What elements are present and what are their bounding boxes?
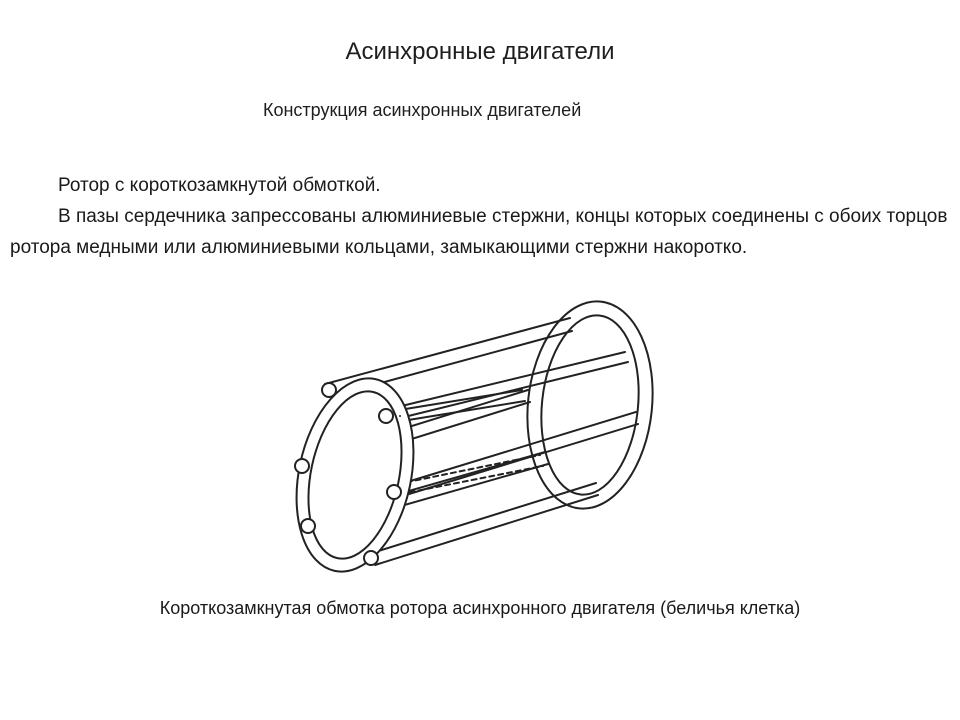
paragraph-rotor-heading: Ротор с короткозамкнутой обмоткой. <box>58 175 381 196</box>
figure-caption: Короткозамкнутая обмотка ротора асинхронного двигателя (беличья клетка) <box>159 598 801 618</box>
back-ring-outer <box>517 300 662 515</box>
body-text <box>10 170 950 263</box>
paragraph-rotor-description: В пазы сердечника запрессованы алюминиевые стержни, концы которых соединены с обоих торцов ротора медными или алюминиевыми кольцами, замыкающими стержни накоротко. <box>10 206 948 258</box>
back-ring-inner <box>533 310 647 499</box>
squirrel-cage-icon <box>280 300 680 590</box>
slide-title: Асинхронные двигатели <box>345 38 615 65</box>
slide-subtitle: Конструкция асинхронных двигателей <box>263 100 582 120</box>
